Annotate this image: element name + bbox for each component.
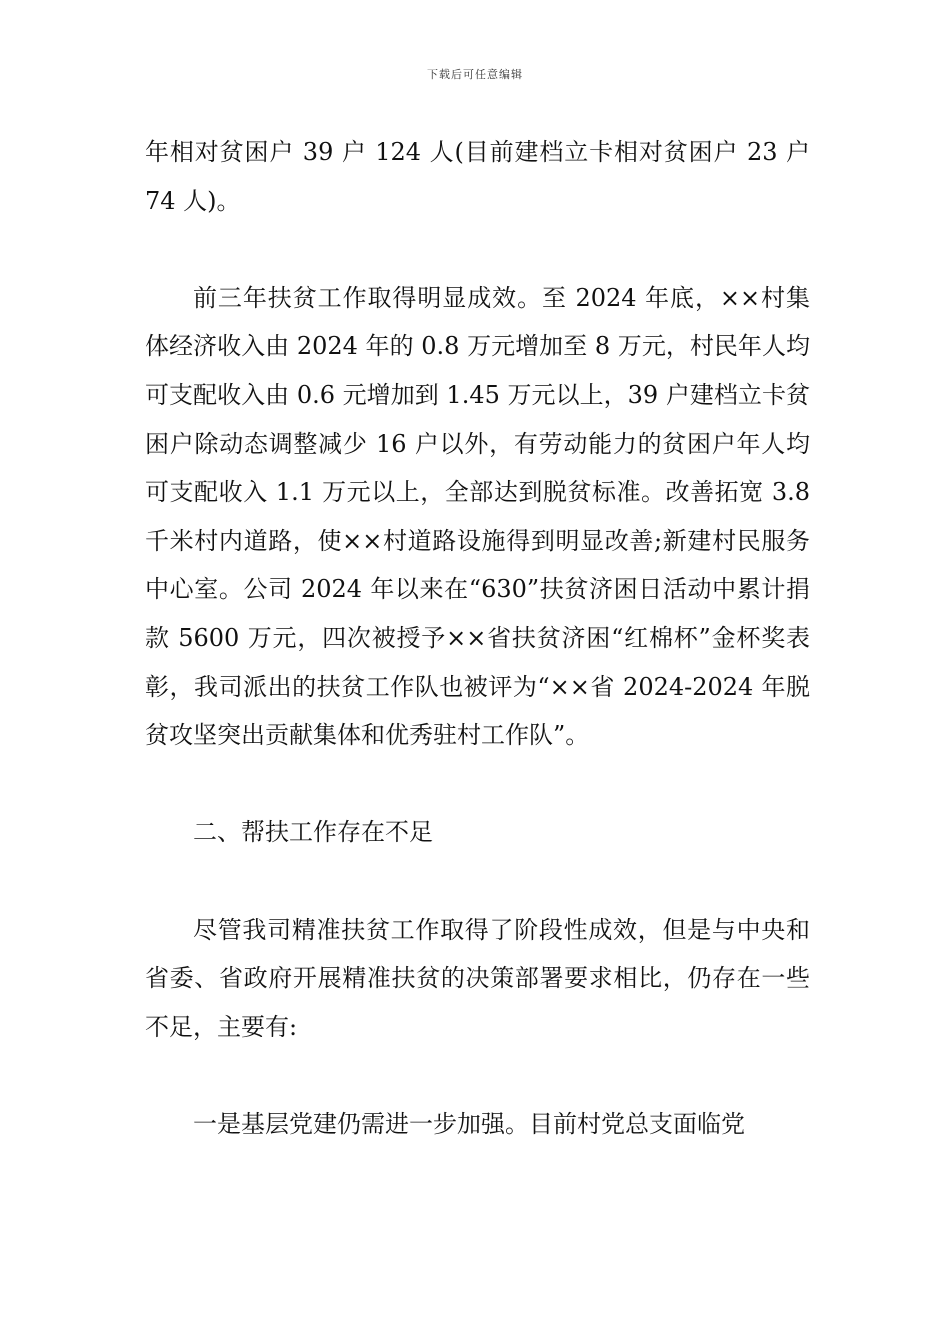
paragraph-gap [145, 1051, 810, 1100]
paragraph-gap [145, 760, 810, 809]
paragraph-first-point: 一是基层党建仍需进一步加强。目前村党总支面临党 [193, 1109, 745, 1138]
paragraph-shortcomings: 尽管我司精准扶贫工作取得了阶段性成效，但是与中央和省委、省政府开展精准扶贫的决策部署要求相比，仍存在一些不足，主要有: [145, 915, 810, 1041]
page-header-note: 下载后可任意编辑 [427, 68, 523, 81]
section-heading: 二、帮扶工作存在不足 [193, 818, 433, 847]
paragraph-gap [145, 225, 810, 274]
paragraph-continuation: 年相对贫困户 39 户 124 人(目前建档立卡相对贫困户 23 户 74 人)。 [145, 138, 810, 215]
document-body [145, 128, 810, 1148]
paragraph-gap [145, 857, 810, 906]
paragraph-achievements: 前三年扶贫工作取得明显成效。至 2024 年底，××村集体经济收入由 2024 年的 0.8 万元增加至 8 万元，村民年人均可支配收入由 0.6 元增加到 1.45 万元以上，39 户建档立卡贫困户除动态调整减少 16 户以外，有劳动能力的贫困户年人均可支配收入 1.1 万元以上，全部达到脱贫标准。改善拓宽 3.8 千米村内道路，使××村道路设施得到明显改善;新建村民服务中心室。公司 2024 年以来在“630”扶贫济困日活动中累计捐款 5600 万元，四次被授予××省扶贫济困“红棉杯”金杯奖表彰，我司派出的扶贫工作队也被评为“××省 2024-2024 年脱贫攻坚突出贡献集体和优秀驻村工作队”。 [145, 283, 810, 750]
